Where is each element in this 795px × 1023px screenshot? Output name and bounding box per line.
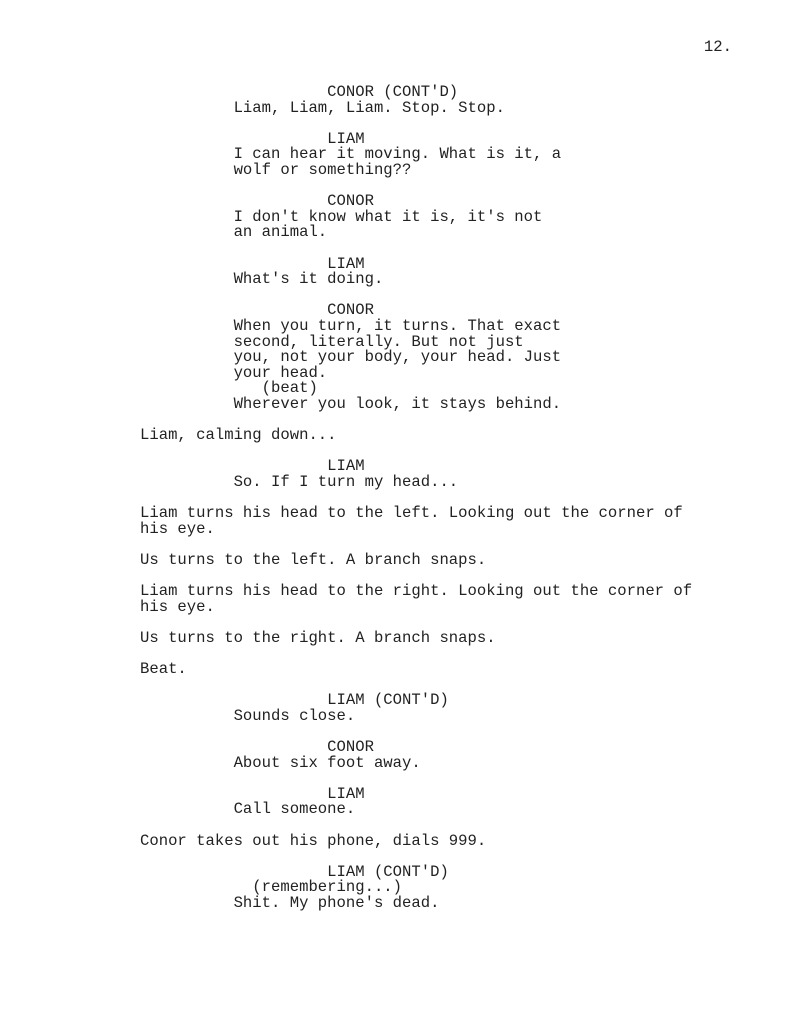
page-number: 12. bbox=[703, 38, 732, 56]
script-line-action: Us turns to the right. A branch snaps. bbox=[140, 628, 496, 647]
script-line-dialogue: Call someone. bbox=[140, 800, 356, 819]
script-line-action: his eye. bbox=[140, 519, 215, 538]
script-line-action: Liam turns his head to the left. Looking out the corner of bbox=[140, 504, 683, 523]
script-line-dialogue: wolf or something?? bbox=[140, 160, 412, 179]
script-line-action: his eye. bbox=[140, 597, 215, 616]
script-line-action: Beat. bbox=[140, 659, 187, 678]
script-line-character: LIAM bbox=[140, 129, 365, 148]
script-line-dialogue: Liam, Liam, Liam. Stop. Stop. bbox=[140, 98, 505, 117]
script-line-character: CONOR (CONT'D) bbox=[140, 83, 459, 101]
script-line-dialogue: I can hear it moving. What is it, a bbox=[140, 145, 562, 164]
script-line-parenthetical: (beat) bbox=[140, 379, 318, 398]
script-body bbox=[140, 85, 795, 911]
script-line-action: Liam, calming down... bbox=[140, 426, 337, 445]
script-line-dialogue: Wherever you look, it stays behind. bbox=[140, 394, 562, 413]
script-line-dialogue: When you turn, it turns. That exact bbox=[140, 316, 562, 335]
script-line-character: LIAM (CONT'D) bbox=[140, 691, 449, 710]
script-line-dialogue: I don't know what it is, it's not bbox=[140, 207, 543, 226]
script-line-blank bbox=[140, 646, 795, 662]
script-line-dialogue: an animal. bbox=[140, 223, 328, 242]
script-line-character: CONOR bbox=[140, 192, 374, 211]
script-line-dialogue: Sounds close. bbox=[140, 706, 356, 725]
script-line-action: Liam turns his head to the right. Looking out the corner of bbox=[140, 582, 693, 600]
script-line-dialogue: your head. bbox=[140, 363, 328, 382]
script-line-dialogue: Shit. My phone's dead. bbox=[140, 893, 440, 912]
script-line-dialogue: you, not your body, your head. Just bbox=[140, 348, 562, 367]
script-line-character: LIAM bbox=[140, 254, 365, 273]
script-line-character: LIAM bbox=[140, 784, 365, 803]
script-line-action: Us turns to the left. A branch snaps. bbox=[140, 550, 487, 569]
script-line-action: Conor takes out his phone, dials 999. bbox=[140, 831, 487, 850]
script-line-character: CONOR bbox=[140, 737, 374, 756]
script-line-dialogue: About six foot away. bbox=[140, 753, 421, 772]
script-line-parenthetical: (remembering...) bbox=[140, 878, 403, 897]
script-line-dialogue: So. If I turn my head... bbox=[140, 472, 459, 491]
script-line-character: CONOR bbox=[140, 301, 374, 320]
script-line-dialogue: What's it doing. bbox=[140, 270, 384, 289]
script-line-character: LIAM (CONT'D) bbox=[140, 862, 449, 881]
script-line-character: LIAM bbox=[140, 457, 365, 476]
script-line-dialogue: second, literally. But not just bbox=[140, 332, 524, 351]
